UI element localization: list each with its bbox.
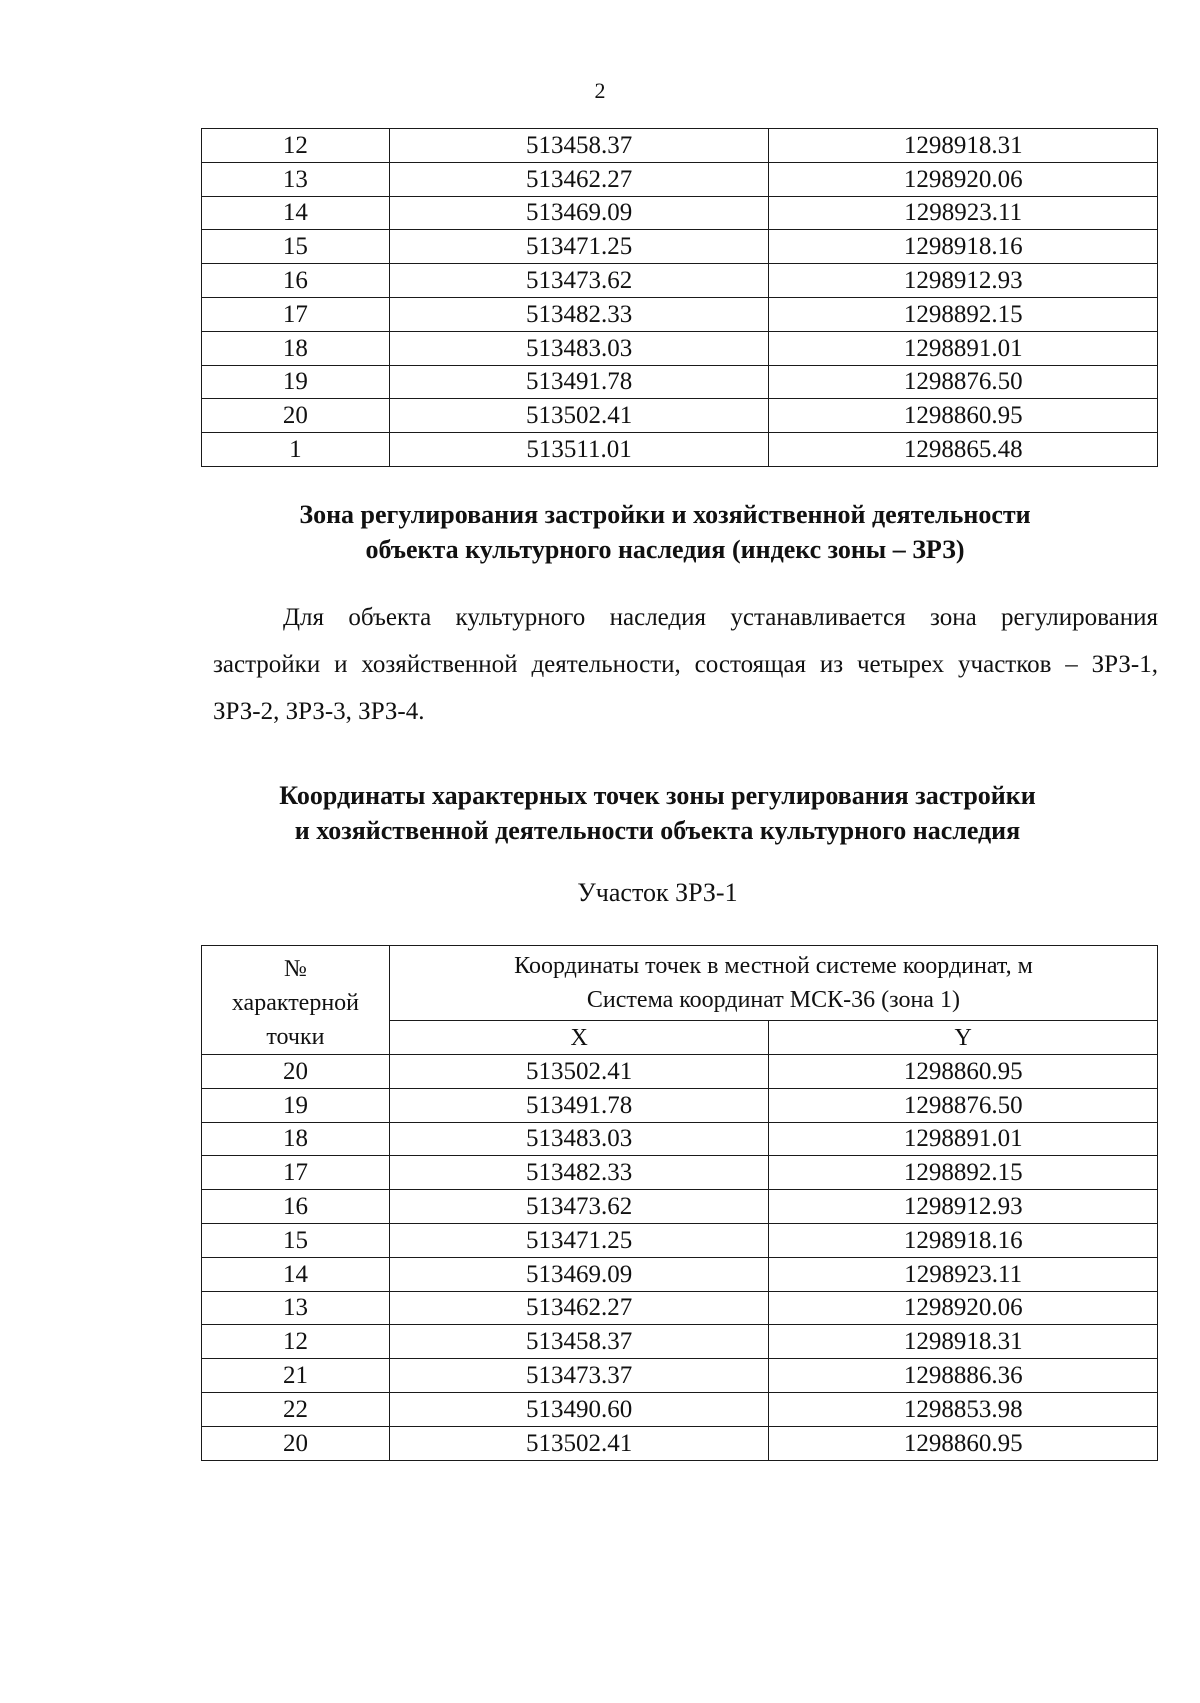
y-coordinate-cell: 1298918.16	[769, 1223, 1158, 1257]
point-number-cell: 15	[202, 230, 390, 264]
point-number-cell: 13	[202, 1291, 390, 1325]
page-number: 2	[594, 78, 606, 103]
table-row	[202, 297, 1158, 331]
x-coordinate-cell: 513483.03	[389, 331, 769, 365]
x-coordinate-cell: 513483.03	[389, 1122, 769, 1156]
point-number-cell: 12	[202, 1325, 390, 1359]
zone-heading	[0, 497, 1200, 567]
y-coordinate-cell: 1298918.31	[769, 129, 1158, 163]
coordinates-table-continued	[201, 128, 1158, 467]
header-row	[202, 946, 1158, 1021]
point-number-cell: 16	[202, 264, 390, 298]
y-coordinate-cell: 1298892.15	[769, 297, 1158, 331]
table-row	[202, 331, 1158, 365]
header-group-line-1: Координаты точек в местной системе координат, м	[514, 953, 1033, 980]
header-point-line-2: характерной	[231, 990, 360, 1016]
x-coordinate-cell: 513491.78	[389, 365, 769, 399]
point-number-cell: 19	[202, 365, 390, 399]
point-number-cell: 19	[202, 1088, 390, 1122]
y-coordinate-cell: 1298918.31	[769, 1325, 1158, 1359]
x-coordinate-cell: 513502.41	[389, 1426, 769, 1460]
table-row	[202, 433, 1158, 467]
zone-description-paragraph: Для объекта культурного наследия устанавливается зона регулирования застройки и хозяйственной деятельности, состоящая из четырех участков – ЗРЗ-1, ЗРЗ-2, ЗРЗ-3, ЗРЗ-4.	[213, 604, 1158, 725]
y-coordinate-cell: 1298912.93	[769, 1190, 1158, 1224]
coordinates-heading-line-2: и хозяйственной деятельности объекта культурного наследия	[294, 816, 1021, 845]
x-coordinate-cell: 513462.27	[389, 1291, 769, 1325]
table-row	[202, 1156, 1158, 1190]
y-coordinate-cell: 1298918.16	[769, 230, 1158, 264]
y-coordinate-cell: 1298876.50	[769, 1088, 1158, 1122]
point-number-cell: 16	[202, 1190, 390, 1224]
point-number-cell: 21	[202, 1359, 390, 1393]
table-row	[202, 1190, 1158, 1224]
table-row	[202, 230, 1158, 264]
table-row	[202, 1291, 1158, 1325]
y-coordinate-cell: 1298920.06	[769, 162, 1158, 196]
x-coordinate-cell: 513458.37	[389, 129, 769, 163]
coordinates-heading-line-1: Координаты характерных точек зоны регулирования застройки	[279, 781, 1036, 810]
y-coordinate-cell: 1298912.93	[769, 264, 1158, 298]
table-header	[202, 946, 1158, 1055]
header-coordinates-group	[389, 946, 1157, 1021]
table-body	[202, 1055, 1158, 1461]
table-row	[202, 1055, 1158, 1089]
point-number-cell: 18	[202, 1122, 390, 1156]
header-point-number	[202, 946, 390, 1055]
header-group-line-2: Система координат МСК-36 (зона 1)	[586, 987, 960, 1014]
point-number-cell: 20	[202, 1055, 390, 1089]
point-number-cell: 14	[202, 1257, 390, 1291]
point-number-cell: 17	[202, 1156, 390, 1190]
x-coordinate-cell: 513482.33	[389, 297, 769, 331]
y-coordinate-cell: 1298923.11	[769, 196, 1158, 230]
zone-heading-line-1: Зона регулирования застройки и хозяйственной деятельности	[299, 500, 1031, 529]
table-row	[202, 129, 1158, 163]
table-row	[202, 196, 1158, 230]
point-number-cell: 17	[202, 297, 390, 331]
table-row	[202, 162, 1158, 196]
x-coordinate-cell: 513490.60	[389, 1392, 769, 1426]
point-number-cell: 20	[202, 399, 390, 433]
x-coordinate-cell: 513511.01	[389, 433, 769, 467]
y-coordinate-cell: 1298860.95	[769, 1426, 1158, 1460]
point-number-cell: 22	[202, 1392, 390, 1426]
y-coordinate-cell: 1298891.01	[769, 331, 1158, 365]
x-coordinate-cell: 513502.41	[389, 399, 769, 433]
x-coordinate-cell: 513469.09	[389, 1257, 769, 1291]
table-row	[202, 365, 1158, 399]
x-coordinate-cell: 513502.41	[389, 1055, 769, 1089]
table-row	[202, 399, 1158, 433]
point-number-cell: 20	[202, 1426, 390, 1460]
table-row	[202, 1359, 1158, 1393]
point-number-cell: 14	[202, 196, 390, 230]
table-row	[202, 1426, 1158, 1460]
coordinates-heading	[0, 778, 1200, 848]
y-coordinate-cell: 1298923.11	[769, 1257, 1158, 1291]
y-coordinate-cell: 1298860.95	[769, 1055, 1158, 1089]
x-coordinate-cell: 513462.27	[389, 162, 769, 196]
header-x: X	[389, 1021, 769, 1055]
x-coordinate-cell: 513473.37	[389, 1359, 769, 1393]
x-coordinate-cell: 513473.62	[389, 264, 769, 298]
point-number-cell: 13	[202, 162, 390, 196]
header-point-line-1: №	[283, 956, 307, 982]
point-number-cell: 1	[202, 433, 390, 467]
x-coordinate-cell: 513482.33	[389, 1156, 769, 1190]
y-coordinate-cell: 1298892.15	[769, 1156, 1158, 1190]
point-number-cell: 15	[202, 1223, 390, 1257]
section-title: Участок ЗРЗ-1	[577, 878, 738, 907]
zone-heading-line-2: объекта культурного наследия (индекс зоны – ЗРЗ)	[365, 535, 965, 564]
table-row	[202, 1257, 1158, 1291]
x-coordinate-cell: 513458.37	[389, 1325, 769, 1359]
x-coordinate-cell: 513473.62	[389, 1190, 769, 1224]
coordinates-table-zrz1	[201, 945, 1158, 1461]
table-row	[202, 1392, 1158, 1426]
x-coordinate-cell: 513491.78	[389, 1088, 769, 1122]
table-row	[202, 1223, 1158, 1257]
y-coordinate-cell: 1298860.95	[769, 399, 1158, 433]
header-y: Y	[769, 1021, 1158, 1055]
y-coordinate-cell: 1298920.06	[769, 1291, 1158, 1325]
x-coordinate-cell: 513469.09	[389, 196, 769, 230]
table-row	[202, 1325, 1158, 1359]
x-coordinate-cell: 513471.25	[389, 1223, 769, 1257]
header-point-line-3: точки	[266, 1024, 325, 1050]
point-number-cell: 12	[202, 129, 390, 163]
point-number-cell: 18	[202, 331, 390, 365]
table-row	[202, 1088, 1158, 1122]
table-row	[202, 264, 1158, 298]
table-body	[202, 129, 1158, 467]
y-coordinate-cell: 1298853.98	[769, 1392, 1158, 1426]
y-coordinate-cell: 1298891.01	[769, 1122, 1158, 1156]
table-row	[202, 1122, 1158, 1156]
y-coordinate-cell: 1298876.50	[769, 365, 1158, 399]
x-coordinate-cell: 513471.25	[389, 230, 769, 264]
y-coordinate-cell: 1298865.48	[769, 433, 1158, 467]
y-coordinate-cell: 1298886.36	[769, 1359, 1158, 1393]
